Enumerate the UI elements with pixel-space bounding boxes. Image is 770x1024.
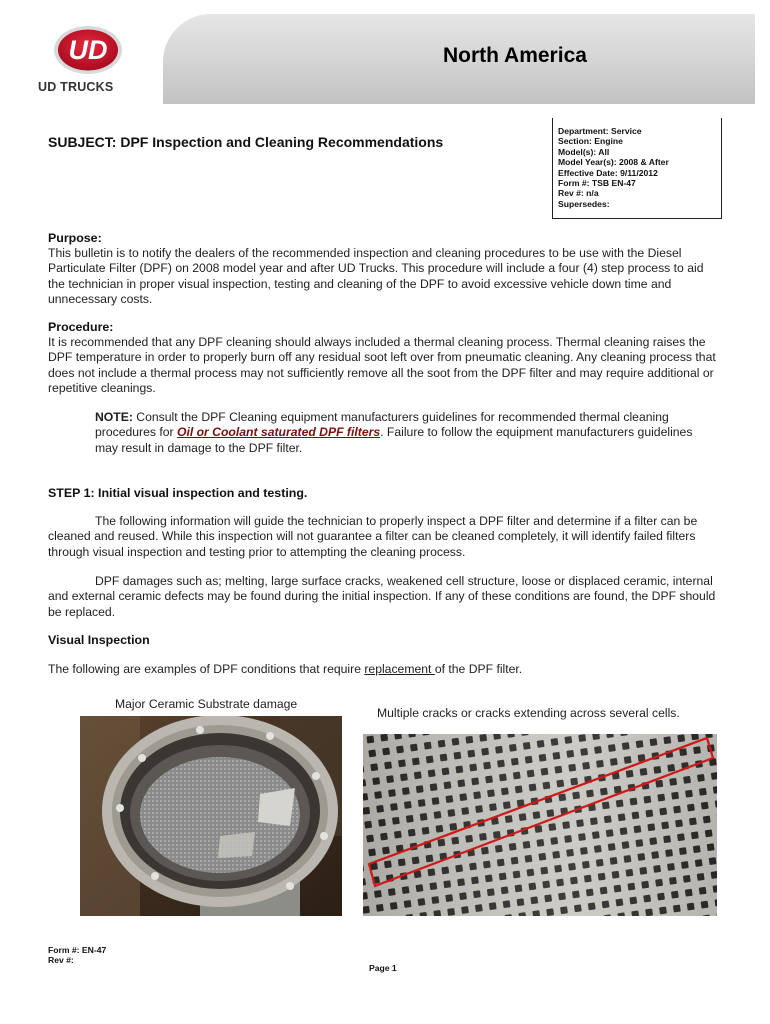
footer-form-number: Form #: EN-47 bbox=[48, 945, 107, 955]
info-section: Section: Engine bbox=[558, 136, 623, 147]
info-model-years: Model Year(s): 2008 & After bbox=[558, 157, 669, 168]
note-text-after: . Failure to follow the equipment manufacturers guidelines may result in damage to the DPF filter. bbox=[95, 425, 693, 455]
visual-intro bbox=[48, 662, 718, 677]
visual-intro-after: of the DPF filter. bbox=[434, 662, 523, 676]
visual-inspection-heading: Visual Inspection bbox=[48, 633, 150, 647]
visual-intro-before: The following are examples of DPF conditions that require bbox=[48, 662, 365, 676]
ceramic-damage-photo bbox=[80, 716, 342, 916]
note-label: NOTE: bbox=[95, 410, 133, 424]
caption-cracks: Multiple cracks or cracks extending across several cells. bbox=[377, 706, 680, 720]
purpose-text: This bulletin is to notify the dealers of the recommended inspection and cleaning procedures to be use with the Diesel Particulate Filter (DPF) on 2008 model year and after UD Trucks. This procedure will include a four (4) step process to aid the technician in proper visual inspection, testing and cleaning of the DPF to avoid excessive vehicle down time and unnecessary costs. bbox=[48, 246, 704, 307]
purpose-heading: Purpose: bbox=[48, 231, 102, 245]
info-rev: Rev #: n/a bbox=[558, 188, 599, 199]
step1-heading: STEP 1: Initial visual inspection and testing. bbox=[48, 486, 308, 500]
info-department: Department: Service bbox=[558, 126, 642, 136]
subject-title: SUBJECT: DPF Inspection and Cleaning Recommendations bbox=[48, 134, 444, 150]
replacement-link: replacement bbox=[364, 662, 435, 676]
procedure-heading: Procedure: bbox=[48, 320, 114, 334]
cell-cracks-photo bbox=[363, 734, 717, 916]
caption-ceramic-damage: Major Ceramic Substrate damage bbox=[115, 697, 298, 711]
info-effective-date: Effective Date: 9/11/2012 bbox=[558, 167, 658, 178]
step1-paragraph-1: The following information will guide the technician to properly inspect a DPF filter and determine if a filter can be cleaned and reused. While this inspection will not guarantee a filter can be cleaned completely, it will identify failed filters through visual inspection and testing prior to attempting the cleaning process. bbox=[48, 514, 698, 559]
oil-coolant-link[interactable]: Oil or Coolant saturated DPF filters bbox=[176, 425, 381, 440]
bulletin-info bbox=[558, 126, 669, 209]
info-supersedes: Supersedes: bbox=[558, 198, 610, 209]
footer-form-info bbox=[48, 945, 106, 966]
logo-mark-text: UD bbox=[68, 35, 108, 65]
step1-paragraph-2: DPF damages such as; melting, large surface cracks, weakened cell structure, loose or displaced ceramic, internal and external ceramic defects may be found during the initial inspection. If any of these conditions are found, the DPF should be replaced. bbox=[48, 574, 716, 619]
note-block bbox=[95, 410, 715, 456]
page-number: Page 1 bbox=[369, 963, 397, 973]
note-text-before: Consult the DPF Cleaning equipment manufacturers guidelines for recommended thermal cleaning procedures for bbox=[95, 410, 669, 440]
info-form: Form #: TSB EN-47 bbox=[558, 178, 636, 189]
footer-rev: Rev #: bbox=[48, 955, 74, 966]
region-title: North America bbox=[443, 44, 587, 67]
procedure-text: It is recommended that any DPF cleaning should always included a thermal cleaning process. Thermal cleaning raises the DPF temperature in order to properly burn off any residual soot left over from pneumatic cleaning. Any cleaning process that does not include a thermal process may not sufficiently remove all the soot from the DPF filter and may require additional or repetitive cleanings. bbox=[48, 335, 716, 396]
info-models: Model(s): All bbox=[558, 146, 610, 157]
brand-name: UD TRUCKS bbox=[38, 80, 114, 94]
